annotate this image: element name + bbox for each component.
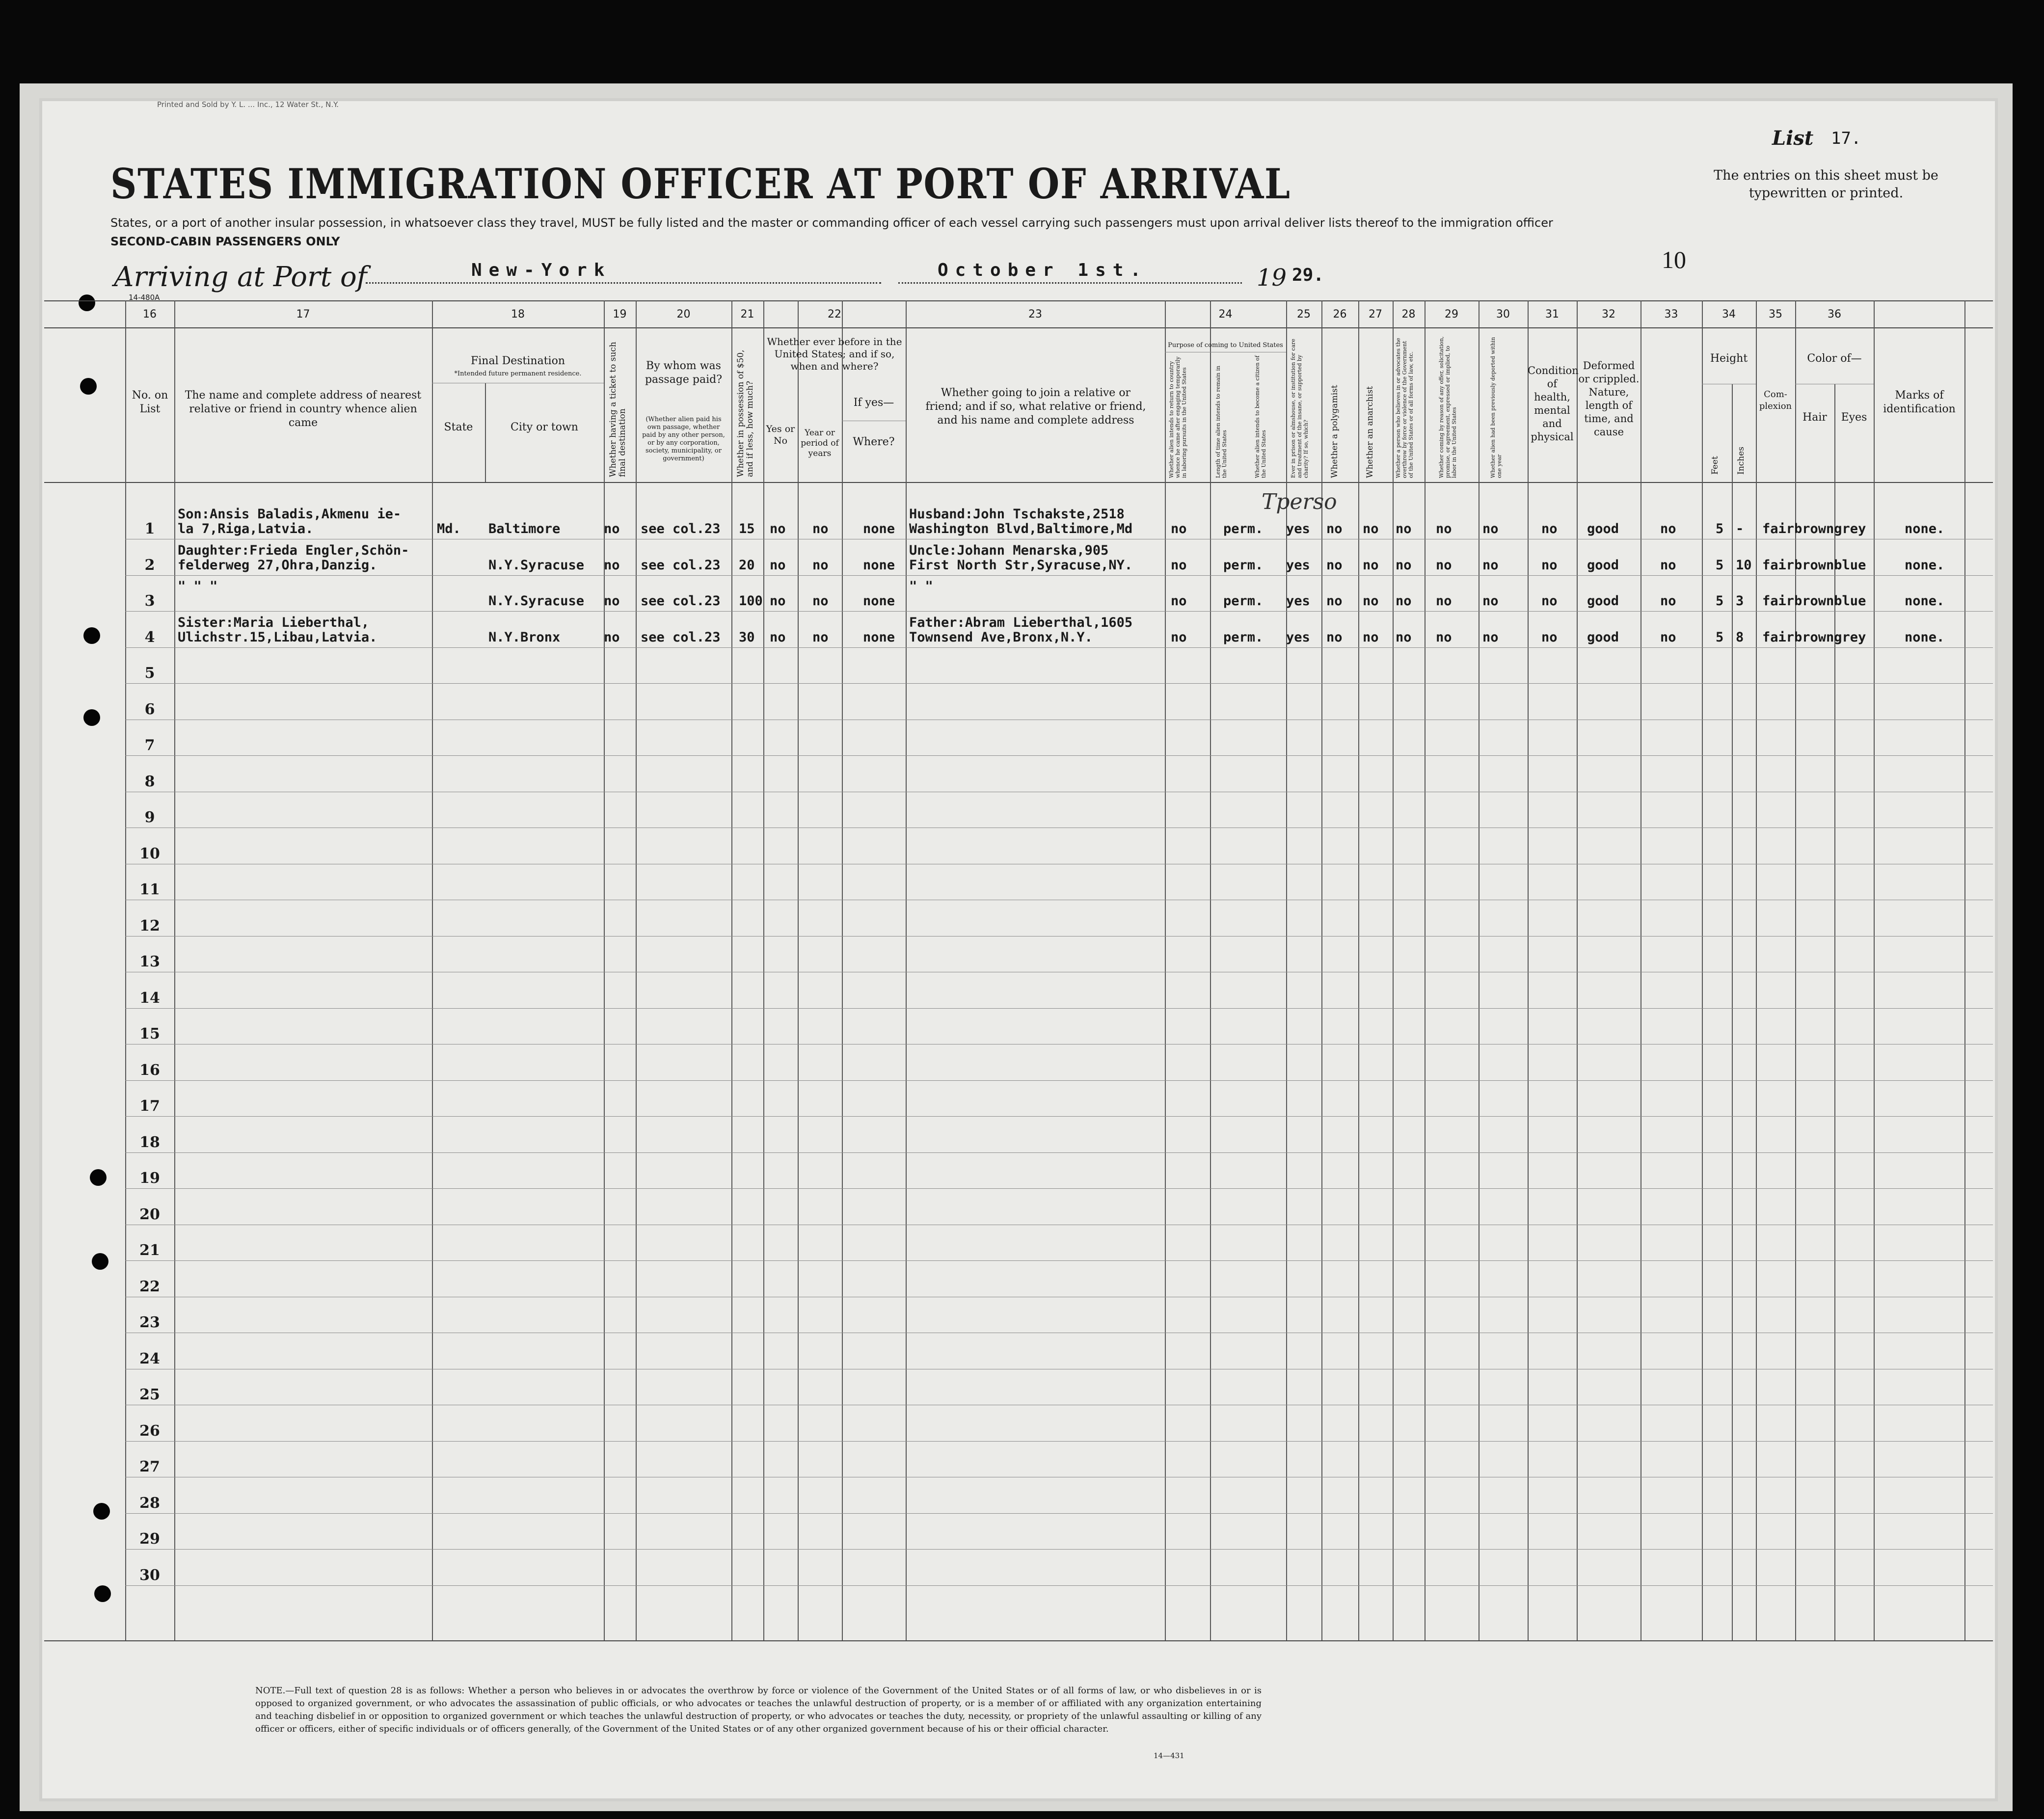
column-number: 22 (828, 308, 841, 321)
cell-money: 30 (739, 629, 755, 645)
header-ticket: Whether having a ticket to such final destination (608, 342, 627, 477)
col-divider (1874, 300, 1875, 1640)
cell-relative-line1: Daughter:Frieda Engler,Schön- (178, 542, 409, 558)
cell-before-yes-no: no (770, 521, 786, 536)
row-rule (125, 1008, 1993, 1009)
col-divider (174, 300, 175, 1640)
cell-overthrow: no (1436, 557, 1452, 573)
cell-before-where: none (863, 593, 895, 609)
cell-overthrow: no (1436, 593, 1452, 609)
cell-paid-by: see col.23 (641, 557, 721, 573)
footnote-form-code: 14—431 (1154, 1751, 1184, 1760)
cell-anarchist: no (1396, 557, 1412, 573)
form-code: 14-480A (129, 293, 160, 302)
cell-relative-line2: felderweg 27,Ohra,Danzig. (178, 557, 377, 573)
header-complexion: Com-plexion (1759, 389, 1792, 411)
row-number: 12 (139, 917, 160, 935)
cell-marks: none. (1905, 593, 1945, 609)
row-number: 17 (139, 1097, 160, 1115)
col-divider (731, 300, 732, 1640)
header-polygamist: Whether a polygamist (1330, 385, 1340, 478)
cell-marks: none. (1905, 629, 1945, 645)
column-number: 25 (1297, 308, 1311, 321)
header-city: City or town (511, 421, 578, 433)
cell-ticket: no (604, 521, 620, 536)
col-divider (1702, 300, 1703, 1640)
cell-length-stay: perm. (1223, 521, 1264, 536)
cell-city: N.Y.Bronx (488, 629, 561, 645)
cell-joining-line1: Uncle:Johann Menarska,905 (909, 542, 1109, 558)
header-purpose: Purpose of coming to United States (1168, 342, 1283, 349)
row-number: 23 (139, 1314, 160, 1331)
row-number: 26 (139, 1422, 160, 1440)
column-number: 17 (296, 308, 310, 321)
col-divider (842, 300, 843, 1640)
row-number: 27 (139, 1458, 160, 1475)
cell-height-inches: - (1736, 521, 1744, 536)
cell-health: good (1587, 629, 1619, 645)
row-number: 3 (144, 592, 155, 610)
list-label: List (1772, 127, 1814, 150)
header-citizen: Whether alien intends to become a citizen of the United States (1254, 355, 1267, 478)
col-divider (1756, 300, 1757, 1640)
cell-ticket: no (604, 557, 620, 573)
year-suffix: 29. (1292, 265, 1324, 285)
handwritten-annotation: Tperso (1262, 489, 1337, 514)
header-if-yes: If yes— (853, 397, 894, 409)
cell-height-inches: 8 (1736, 629, 1744, 645)
cell-relative-line2: Ulichstr.15,Libau,Latvia. (178, 629, 377, 645)
col-divider (1358, 300, 1359, 1640)
cell-before-year: no (812, 521, 829, 536)
cell-deformed: no (1660, 557, 1676, 573)
cell-anarchist: no (1396, 521, 1412, 536)
cell-relative-line1: " " " (178, 579, 218, 594)
column-number: 28 (1401, 308, 1416, 321)
row-rule (125, 1549, 1993, 1550)
cell-height-feet: 5 (1716, 521, 1724, 536)
row-rule (125, 1585, 1993, 1586)
cell-before-yes-no: no (770, 557, 786, 573)
cell-money: 15 (739, 521, 755, 536)
cell-complexion-hair-eyes: fairbrownblue (1762, 557, 1866, 573)
col-divider (604, 300, 605, 1640)
row-number: 10 (139, 845, 160, 862)
cell-before-where: none (863, 557, 895, 573)
header-color-of: Color of— (1807, 352, 1862, 365)
row-number: 4 (144, 628, 155, 646)
column-number: 34 (1722, 308, 1736, 321)
cell-joining-line2: Townsend Ave,Bronx,N.Y. (909, 629, 1093, 645)
cell-city: N.Y.Syracuse (488, 557, 585, 573)
cell-prison: no (1326, 629, 1343, 645)
column-number: 30 (1496, 308, 1510, 321)
arrival-date: October 1st. (938, 260, 1148, 280)
port-underline (366, 282, 881, 284)
column-number: 19 (613, 308, 627, 321)
table-top-rule (44, 300, 1993, 301)
col-divider (1393, 300, 1394, 1640)
cell-height-feet: 5 (1716, 593, 1724, 609)
row-number: 29 (139, 1530, 160, 1548)
cell-before-year: no (812, 629, 829, 645)
header-anarchist: Whether an anarchist (1365, 386, 1375, 478)
manifest-table (44, 300, 1993, 1645)
page-title: STATES IMMIGRATION OFFICER AT PORT OF ARRIVAL (110, 160, 1291, 208)
column-number: 16 (143, 308, 157, 321)
cell-intends-return: no (1171, 557, 1187, 573)
cell-prison: no (1326, 593, 1343, 609)
column-number: 33 (1664, 308, 1678, 321)
header-yes-no: Yes or No (766, 424, 795, 446)
cell-joining-line1: Husband:John Tschakste,2518 (909, 507, 1125, 522)
column-number: 26 (1333, 308, 1347, 321)
cell-joining-line1: " " (909, 579, 933, 594)
cell-relative-line1: Son:Ansis Baladis,Akmenu ie- (178, 507, 402, 522)
row-number: 2 (144, 556, 155, 574)
header-passage-paid: By whom was passage paid? (645, 360, 723, 386)
cell-before-yes-no: no (770, 629, 786, 645)
cell-deported: no (1541, 557, 1558, 573)
row-rule (125, 647, 1993, 648)
row-number: 5 (144, 665, 155, 682)
row-number: 22 (139, 1278, 160, 1295)
row-number: 20 (139, 1205, 160, 1223)
cell-health: good (1587, 557, 1619, 573)
col-divider (1577, 300, 1578, 1640)
header-hair: Hair (1802, 411, 1827, 424)
cell-health: good (1587, 593, 1619, 609)
cell-anarchist: no (1396, 593, 1412, 609)
cell-complexion-hair-eyes: fairbrownblue (1762, 593, 1866, 609)
cell-paid-by: see col.23 (641, 629, 721, 645)
column-number: 31 (1545, 308, 1559, 321)
cell-citizen: yes (1286, 593, 1310, 609)
row-number: 24 (139, 1350, 160, 1367)
cell-polygamist: no (1363, 629, 1379, 645)
header-prison: Ever in prison or almshouse, or institution for care and treatment of the insane, or supported by charity? If so, which? (1290, 339, 1309, 478)
header-nearest-relative: The name and complete address of nearest relative or friend in country whence alien came (185, 389, 422, 429)
col-divider (1210, 300, 1211, 1640)
column-number: 29 (1445, 308, 1458, 321)
arriving-label: Arriving at Port of (114, 261, 367, 293)
col-divider (763, 300, 764, 1640)
header-joining-relative: Whether going to join a relative or friend; and if so, what relative or friend, and his name and complete address (925, 387, 1146, 427)
header-feet: Feet (1710, 456, 1720, 475)
cell-city: Baltimore (488, 521, 561, 536)
year-prefix: 19 (1257, 264, 1287, 292)
cell-intends-return: no (1171, 521, 1187, 536)
cell-height-feet: 5 (1716, 557, 1724, 573)
date-underline (898, 282, 1242, 284)
column-number: 21 (740, 308, 754, 321)
header-money: Whether in possession of $50, and if less, how much? (736, 349, 755, 477)
row-number: 6 (144, 700, 155, 718)
cell-joining-line2: Washington Blvd,Baltimore,Md (909, 521, 1133, 536)
row-number: 21 (139, 1242, 160, 1259)
row-number: 1 (144, 520, 155, 537)
cell-deported: no (1541, 593, 1558, 609)
header-eyes: Eyes (1841, 411, 1867, 424)
row-number: 16 (139, 1061, 160, 1079)
cell-paid-by: see col.23 (641, 593, 721, 609)
cell-polygamist: no (1363, 521, 1379, 536)
cell-health: good (1587, 521, 1619, 536)
row-rule (125, 1513, 1993, 1514)
row-rule (125, 683, 1993, 684)
cell-height-inches: 10 (1736, 557, 1752, 573)
cell-relative-line2: la 7,Riga,Latvia. (178, 521, 314, 536)
cell-complexion-hair-eyes: fairbrowngrey (1762, 629, 1866, 645)
row-rule (125, 1188, 1993, 1189)
column-number: 20 (676, 308, 691, 321)
header-bottom-rule (44, 482, 1993, 483)
cell-city: N.Y.Syracuse (488, 593, 585, 609)
header-deported: Whether alien had been previously deported within one year (1490, 337, 1503, 478)
col-divider (432, 300, 433, 1640)
row-rule (125, 1441, 1993, 1442)
cell-relative-line1: Sister:Maria Lieberthal, (178, 615, 370, 630)
cell-paid-by: see col.23 (641, 521, 721, 536)
column-number: 24 (1218, 308, 1233, 321)
col-divider (1964, 300, 1965, 1640)
cell-length-stay: perm. (1223, 593, 1264, 609)
header-state: State (444, 421, 473, 433)
cell-deported: no (1541, 629, 1558, 645)
cell-overthrow: no (1436, 521, 1452, 536)
printer-credit: Printed and Sold by Y. L. ... Inc., 12 Water St., N.Y. (157, 100, 339, 109)
cell-money: 20 (739, 557, 755, 573)
cell-length-stay: perm. (1223, 557, 1264, 573)
row-rule (125, 611, 1993, 612)
cell-before-where: none (863, 629, 895, 645)
header-height: Height (1710, 352, 1748, 365)
cell-contract-labor: no (1482, 629, 1499, 645)
cell-overthrow: no (1436, 629, 1452, 645)
header-year: Year or period of years (801, 428, 839, 458)
cell-marks: none. (1905, 557, 1945, 573)
column-number: 18 (511, 308, 525, 321)
cell-before-yes-no: no (770, 593, 786, 609)
row-number: 25 (139, 1386, 160, 1403)
column-number: 35 (1769, 308, 1782, 321)
instructions-line: States, or a port of another insular possession, in whatsoever class they travel, MUST be fully listed and the master or commanding officer of each vessel carrying such passengers must upon arrival deliver lists thereof to the immigration officer (110, 216, 1553, 230)
header-passage-note: (Whether alien paid his own passage, whether paid by any other person, or by any corporation, society, municipality, or government) (642, 416, 725, 462)
row-rule (125, 755, 1993, 756)
col-divider (1732, 384, 1733, 1640)
passenger-class: SECOND-CABIN PASSENGERS ONLY (110, 235, 340, 248)
col-divider (125, 300, 126, 1640)
header-contract-labor: Whether coming by reason of any offer, solicitation, promise, or agreement, expressed or implied, to labor in the United States (1438, 336, 1457, 478)
col-divider (798, 300, 799, 1640)
cell-before-year: no (812, 557, 829, 573)
cell-complexion-hair-eyes: fairbrowngrey (1762, 521, 1866, 536)
cell-intends-return: no (1171, 593, 1187, 609)
table-bottom-rule (44, 1640, 1993, 1641)
row-number: 11 (139, 881, 160, 898)
footnote: NOTE.—Full text of question 28 is as follows: Whether a person who believes in or advocates the overthrow by force or violence of the Government of the United States or of all forms of law, or who disbelieves in or is opposed to organized government, or who advocates the assassination of public officials, or who advocates or teaches the unlawful destruction of property, or is a member of or affiliated with any organization entertaining and teaching disbelief in or opposition to organized government or which teaches the unlawful destruction of property, or who advocates or teaches the duty, necessity, or propriety of the unlawful assaulting or killing of any officer or officers, either of specific individuals or of officers generally, of the Government of the United States or of any other organized government because of his or their official character. (255, 1685, 1262, 1734)
cell-deformed: no (1660, 593, 1676, 609)
column-number: 23 (1028, 308, 1042, 321)
colnum-rule (44, 327, 1993, 328)
cell-citizen: yes (1286, 629, 1310, 645)
col-divider (1528, 300, 1529, 1640)
column-number: 32 (1602, 308, 1615, 321)
header-no-on-list: No. on List (132, 389, 168, 415)
column-number: 27 (1369, 308, 1382, 321)
cell-anarchist: no (1396, 629, 1412, 645)
cell-polygamist: no (1363, 557, 1379, 573)
cell-money: 100 (739, 593, 763, 609)
header-where: Where? (853, 436, 895, 448)
row-rule (125, 1116, 1993, 1117)
row-number: 13 (139, 953, 160, 970)
cell-intends-return: no (1171, 629, 1187, 645)
cell-before-year: no (812, 593, 829, 609)
cell-height-inches: 3 (1736, 593, 1744, 609)
list-number: 17. (1831, 129, 1861, 148)
header-deformed: Deformed or crippled. Nature, length of time, and cause (1578, 360, 1640, 438)
cell-joining-line2: First North Str,Syracuse,NY. (909, 557, 1133, 573)
cell-deformed: no (1660, 521, 1676, 536)
header-final-destination: Final Destination (470, 355, 565, 367)
cell-contract-labor: no (1482, 557, 1499, 573)
row-number: 28 (139, 1494, 160, 1512)
row-number: 14 (139, 989, 160, 1007)
cell-marks: none. (1905, 521, 1945, 536)
cell-deformed: no (1660, 629, 1676, 645)
cell-height-feet: 5 (1716, 629, 1724, 645)
cell-contract-labor: no (1482, 521, 1499, 536)
header-inches: Inches (1736, 447, 1746, 475)
cell-deported: no (1541, 521, 1558, 536)
row-number: 19 (139, 1170, 160, 1187)
cell-state: Md. (437, 521, 461, 536)
handwritten-page-number: 10 (1662, 246, 1686, 273)
header-overthrow: Whether a person who believes in or advocates the overthrow by force or violence of the Government of the United States or of all forms of law, etc. (1395, 338, 1414, 478)
header-destination-note: *Intended future permanent residence. (454, 370, 582, 377)
port-of-arrival: New-York (471, 260, 612, 280)
cell-citizen: yes (1286, 557, 1310, 573)
cell-polygamist: no (1363, 593, 1379, 609)
row-rule (125, 1080, 1993, 1081)
col-divider (906, 300, 907, 1640)
header-before-in-us: Whether ever before in the United States; and if so, when and where? (767, 336, 902, 372)
row-number: 15 (139, 1025, 160, 1043)
row-number: 8 (144, 773, 155, 790)
row-rule (125, 575, 1993, 576)
cell-prison: no (1326, 557, 1343, 573)
header-health: Condition of health, mental and physical (1528, 365, 1579, 443)
row-number: 7 (144, 737, 155, 754)
row-rule (125, 1152, 1993, 1153)
cell-ticket: no (604, 629, 620, 645)
header-length-stay: Length of time alien intends to remain in the United States (1215, 366, 1228, 478)
entries-note: The entries on this sheet must be typewritten or printed. (1714, 168, 1938, 201)
row-number: 9 (144, 809, 155, 826)
header-marks: Marks of identification (1883, 389, 1956, 415)
cell-ticket: no (604, 593, 620, 609)
col-divider (636, 300, 637, 1640)
column-number: 36 (1828, 308, 1841, 321)
header-intends-return: Whether alien intends to return to country whence he came after engaging temporarily in laboring pursuits in the United States (1168, 356, 1187, 478)
cell-before-where: none (863, 521, 895, 536)
col-divider (1165, 300, 1166, 1640)
cell-prison: no (1326, 521, 1343, 536)
cell-joining-line1: Father:Abram Lieberthal,1605 (909, 615, 1133, 630)
row-number: 18 (139, 1133, 160, 1151)
col-divider (1795, 300, 1796, 1640)
cell-contract-labor: no (1482, 593, 1499, 609)
cell-citizen: yes (1286, 521, 1310, 536)
cell-length-stay: perm. (1223, 629, 1264, 645)
row-rule (125, 1260, 1993, 1261)
row-number: 30 (139, 1566, 160, 1584)
